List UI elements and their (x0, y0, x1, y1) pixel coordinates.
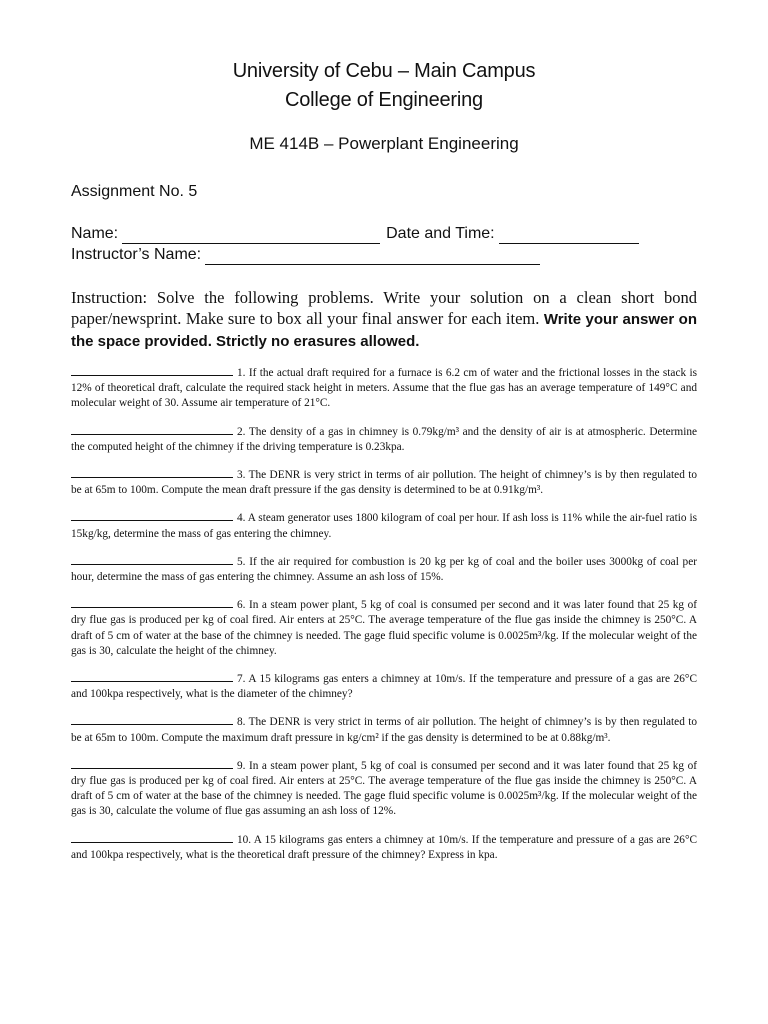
problem-item (71, 425, 697, 455)
instruction-paragraph (71, 287, 697, 352)
course-title: ME 414B – Powerplant Engineering (249, 134, 519, 153)
answer-blank-line[interactable] (71, 598, 233, 608)
problem-list (71, 366, 697, 876)
answer-blank-line[interactable] (71, 715, 233, 725)
problem-text: 5. If the air required for combustion is 20 kg per kg of coal and the boiler uses 3000kg of coal per hour, determine the mass of gas entering the chimney. Assume an ash loss of 15%. (71, 555, 697, 584)
problem-item (71, 366, 697, 412)
answer-blank-line[interactable] (71, 425, 233, 435)
problem-item (71, 555, 697, 585)
date-time-blank-line[interactable] (499, 228, 639, 244)
document-header (0, 57, 768, 115)
name-date-row (71, 223, 701, 244)
instructor-name-blank-line[interactable] (205, 249, 540, 265)
date-time-label: Date and Time: (386, 225, 495, 242)
problem-item (71, 598, 697, 659)
name-label: Name: (71, 225, 119, 242)
name-blank-line[interactable] (122, 228, 380, 244)
problem-text: 8. The DENR is very strict in terms of air pollution. The height of chimney’s is by then regulated to be at 65m to 100m. Compute the maximum draft pressure in kg/cm² if the gas density is determined to be at 0.88kg/m³. (71, 716, 697, 744)
problem-text: 4. A steam generator uses 1800 kilogram of coal per hour. If ash loss is 11% while the air-fuel ratio is 15kg/kg, determine the mass of gas entering the chimney. (71, 512, 697, 540)
problem-text: 6. In a steam power plant, 5 kg of coal is consumed per second and it was later found that 25 kg of dry flue gas is produced per kg of coal fired. Air enters at 25°C. The average temperature of the flue gas inside the chimney is 250°C. A draft of 5 cm of water at the base of the chimney is needed. The gage fluid specific volume is 0.0025m³/kg. If the molecular weight of the gas is 30, calculate the height of the chimney. (71, 599, 697, 657)
problem-text: 2. The density of a gas in chimney is 0.79kg/m³ and the density of air is at atmospheric. Determine the computed height of the chimney if the driving temperature is 0.23kpa. (71, 425, 697, 453)
problem-text: 9. In a steam power plant, 5 kg of coal is consumed per second and it was later found that 25 kg of dry flue gas is produced per kg of coal fired. Air enters at 25°C. The average temperature of the flue gas inside the chimney is 250°C. A draft of 5 cm of water at the base of the chimney is needed. The gage fluid specific volume is 0.0025m³/kg. If the molecular weight of the gas is 30, calculate the volume of flue gas assuming an ash loss of 12%. (71, 759, 697, 818)
answer-blank-line[interactable] (71, 833, 233, 843)
answer-blank-line[interactable] (71, 555, 233, 565)
problem-item (71, 511, 697, 541)
university-title: University of Cebu – Main Campus (232, 60, 536, 82)
college-title: College of Engineering (285, 89, 483, 111)
answer-blank-line[interactable] (71, 672, 233, 682)
student-info-fields (71, 223, 701, 265)
answer-blank-line[interactable] (71, 468, 233, 478)
problem-text: 10. A 15 kilograms gas enters a chimney at 10m/s. If the temperature and pressure of a gas are 26°C and 100kpa respectively, what is the theoretical draft pressure of the chimney? Express in kpa. (71, 833, 697, 861)
problem-text: 1. If the actual draft required for a furnace is 6.2 cm of water and the frictional losses in the stack is 12% of theoretical draft, calculate the required stack height in meters. Assume that the flue gas has an average temperature of 149°C and molecular weight of 30. Assume air temperature of 21°C. (71, 367, 697, 410)
instructor-row (71, 244, 701, 265)
problem-item (71, 715, 697, 745)
answer-blank-line[interactable] (71, 759, 233, 769)
instruction-bold-text: Write your answer on the space provided. Strictly no erasures allowed. (71, 311, 697, 350)
problem-item (71, 759, 697, 820)
problem-item (71, 672, 697, 702)
instructor-name-label: Instructor’s Name: (71, 246, 202, 263)
problem-item (71, 833, 697, 863)
problem-text: 3. The DENR is very strict in terms of air pollution. The height of chimney’s is by then regulated to be at 65m to 100m. Compute the mean draft pressure if the gas density is determined to be at 0.91kg/m³. (71, 469, 697, 497)
answer-blank-line[interactable] (71, 366, 233, 376)
instruction-text: Instruction: Solve the following problems. Write your solution on a clean short bond paper/newsprint. Make sure to box all your final answer for each item. (71, 288, 697, 328)
assignment-title: Assignment No. 5 (71, 183, 198, 200)
problem-item (71, 468, 697, 498)
answer-blank-line[interactable] (71, 511, 233, 521)
problem-text: 7. A 15 kilograms gas enters a chimney at 10m/s. If the temperature and pressure of a gas are 26°C and 100kpa respectively, what is the diameter of the chimney? (71, 673, 697, 701)
